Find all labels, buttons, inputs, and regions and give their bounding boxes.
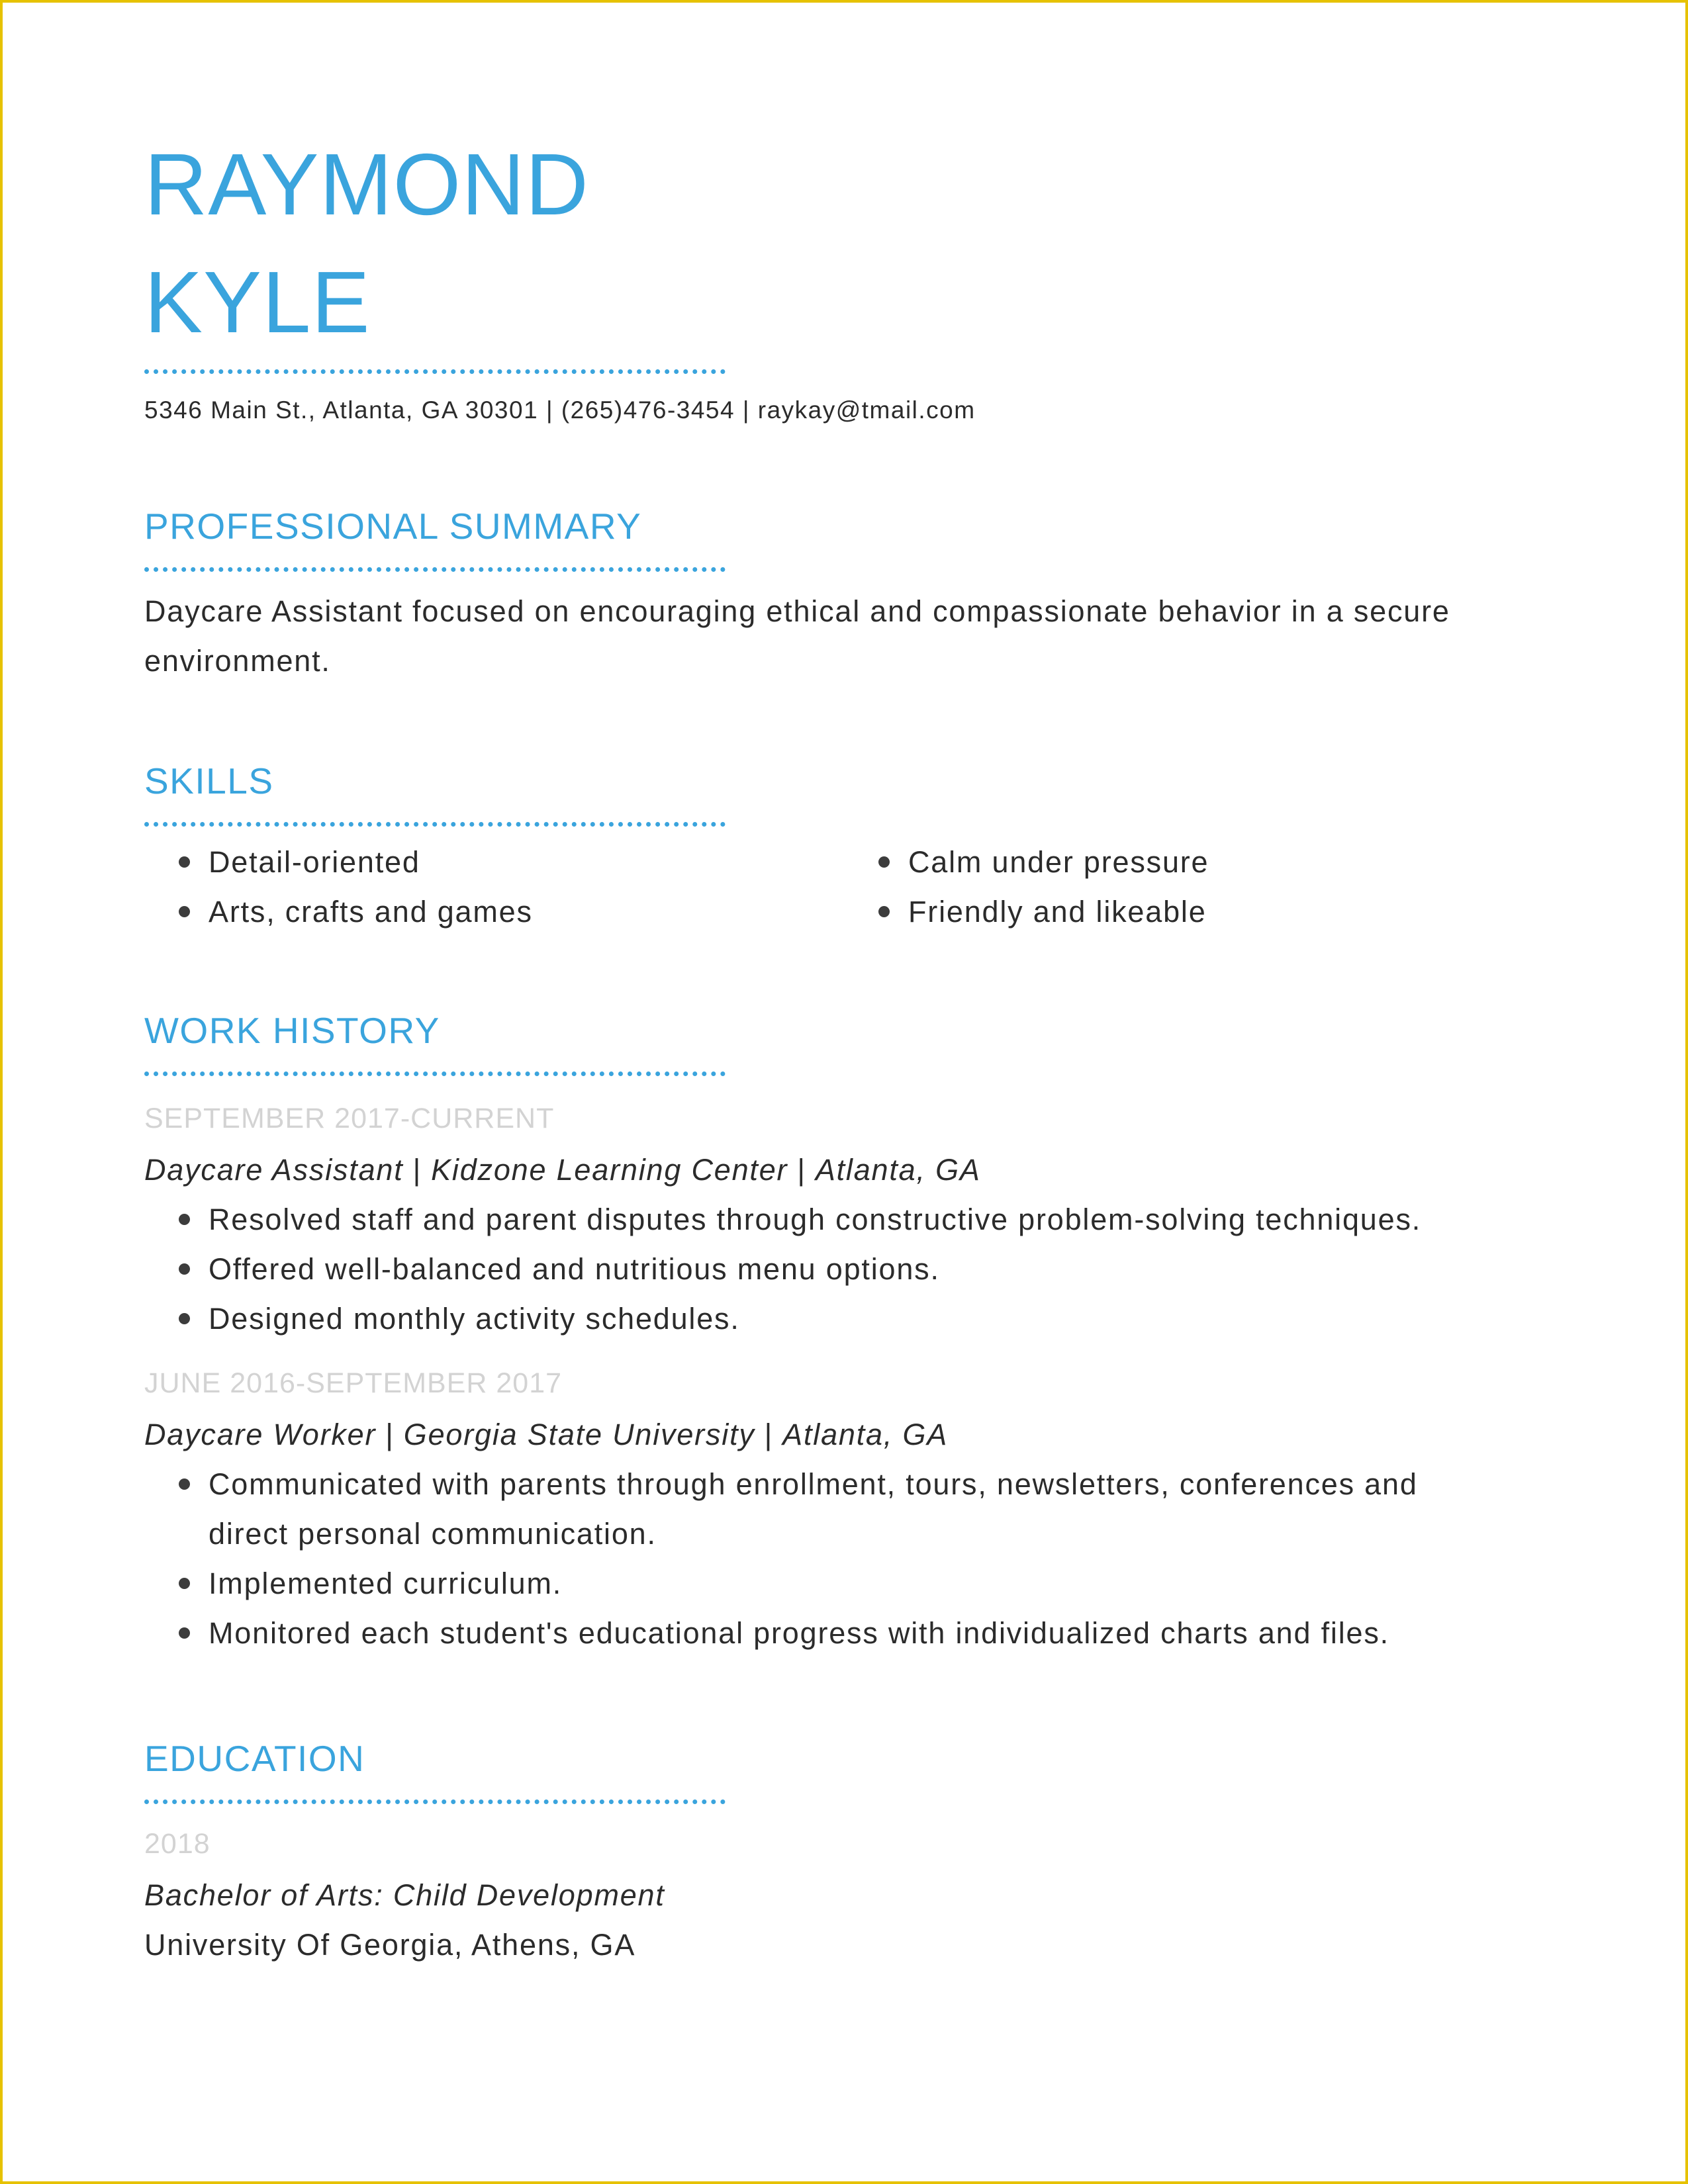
education-degree — [144, 1870, 1568, 1920]
bullet-icon — [179, 1263, 190, 1275]
job-bullet-text: Communicated with parents through enrollment, tours, newsletters, conferences and direct personal communication. — [209, 1467, 1418, 1551]
header-divider — [144, 369, 726, 374]
first-name: RAYMOND — [144, 136, 589, 233]
job-location: Atlanta, GA — [815, 1153, 981, 1187]
summary-text: Daycare Assistant focused on encouraging ethical and compassionate behavior in a secure environment. — [144, 594, 1450, 678]
skill-item — [144, 837, 844, 887]
resume-header — [144, 126, 1568, 424]
resume-content — [144, 126, 1568, 1970]
job-bullet-text: Resolved staff and parent disputes through constructive problem-solving techniques. — [209, 1203, 1422, 1236]
job-heading — [144, 1145, 1568, 1195]
job-entry — [144, 1363, 1568, 1658]
separator: | — [797, 1153, 806, 1187]
summary-divider — [144, 567, 726, 572]
skills-section — [144, 760, 1568, 936]
job-bullet — [144, 1294, 1568, 1343]
skills-column-left — [144, 837, 844, 936]
education-school: University Of Georgia, Athens, GA — [144, 1928, 636, 1962]
skill-text: Friendly and likeable — [908, 895, 1207, 929]
work-heading: WORK HISTORY — [144, 1010, 440, 1051]
job-employer: Georgia State University — [403, 1418, 755, 1451]
degree-name: Bachelor of Arts — [144, 1878, 375, 1912]
skills-heading: SKILLS — [144, 760, 274, 801]
education-divider — [144, 1799, 726, 1804]
job-dates: SEPTEMBER 2017-CURRENT — [144, 1103, 555, 1134]
job-bullet — [144, 1195, 1568, 1244]
job-bullet-text: Monitored each student's educational progress with individualized charts and files. — [209, 1616, 1389, 1650]
job-bullet-text: Implemented curriculum. — [209, 1567, 563, 1600]
skills-column-right — [844, 837, 1506, 936]
skills-divider — [144, 822, 726, 827]
degree-colon: : — [374, 1878, 393, 1912]
job-bullets — [144, 1195, 1568, 1343]
bullet-icon — [179, 1578, 190, 1589]
job-bullet — [144, 1608, 1501, 1658]
bullet-icon — [179, 1479, 190, 1490]
skill-item — [844, 837, 1506, 887]
separator: | — [385, 1418, 395, 1451]
job-bullets — [144, 1459, 1501, 1658]
job-employer: Kidzone Learning Center — [431, 1153, 788, 1187]
job-bullet — [144, 1459, 1501, 1559]
skills-grid — [144, 837, 1568, 936]
job-bullet-text: Offered well-balanced and nutritious menu options. — [209, 1252, 940, 1286]
skill-text: Detail-oriented — [209, 845, 420, 879]
skill-item — [844, 887, 1506, 936]
summary-heading: PROFESSIONAL SUMMARY — [144, 506, 642, 547]
work-divider — [144, 1071, 726, 1076]
work-section — [144, 1009, 1568, 1658]
job-bullet — [144, 1244, 1568, 1294]
bullet-icon — [179, 906, 190, 917]
job-entry — [144, 1099, 1568, 1343]
job-bullet — [144, 1559, 1501, 1608]
job-role: Daycare Assistant — [144, 1153, 404, 1187]
education-year: 2018 — [144, 1828, 211, 1860]
separator: | — [412, 1153, 422, 1187]
job-heading — [144, 1410, 1568, 1459]
job-dates: JUNE 2016-SEPTEMBER 2017 — [144, 1367, 563, 1399]
skill-text: Calm under pressure — [908, 845, 1209, 879]
bullet-icon — [179, 1627, 190, 1639]
bullet-icon — [179, 1313, 190, 1324]
skill-text: Arts, crafts and games — [209, 895, 533, 929]
bullet-icon — [878, 856, 890, 868]
contact-info: 5346 Main St., Atlanta, GA 30301 | (265)476-3454 | raykay@tmail.com — [144, 396, 976, 424]
separator: | — [764, 1418, 774, 1451]
bullet-icon — [179, 856, 190, 868]
education-heading: EDUCATION — [144, 1738, 365, 1779]
summary-section — [144, 505, 1568, 686]
bullet-icon — [179, 1214, 190, 1225]
education-section — [144, 1737, 1568, 1970]
bullet-icon — [878, 906, 890, 917]
job-location: Atlanta, GA — [782, 1418, 949, 1451]
job-bullet-text: Designed monthly activity schedules. — [209, 1302, 740, 1336]
job-role: Daycare Worker — [144, 1418, 377, 1451]
last-name: KYLE — [144, 253, 371, 351]
degree-field: Child Development — [393, 1878, 665, 1912]
skill-item — [144, 887, 844, 936]
